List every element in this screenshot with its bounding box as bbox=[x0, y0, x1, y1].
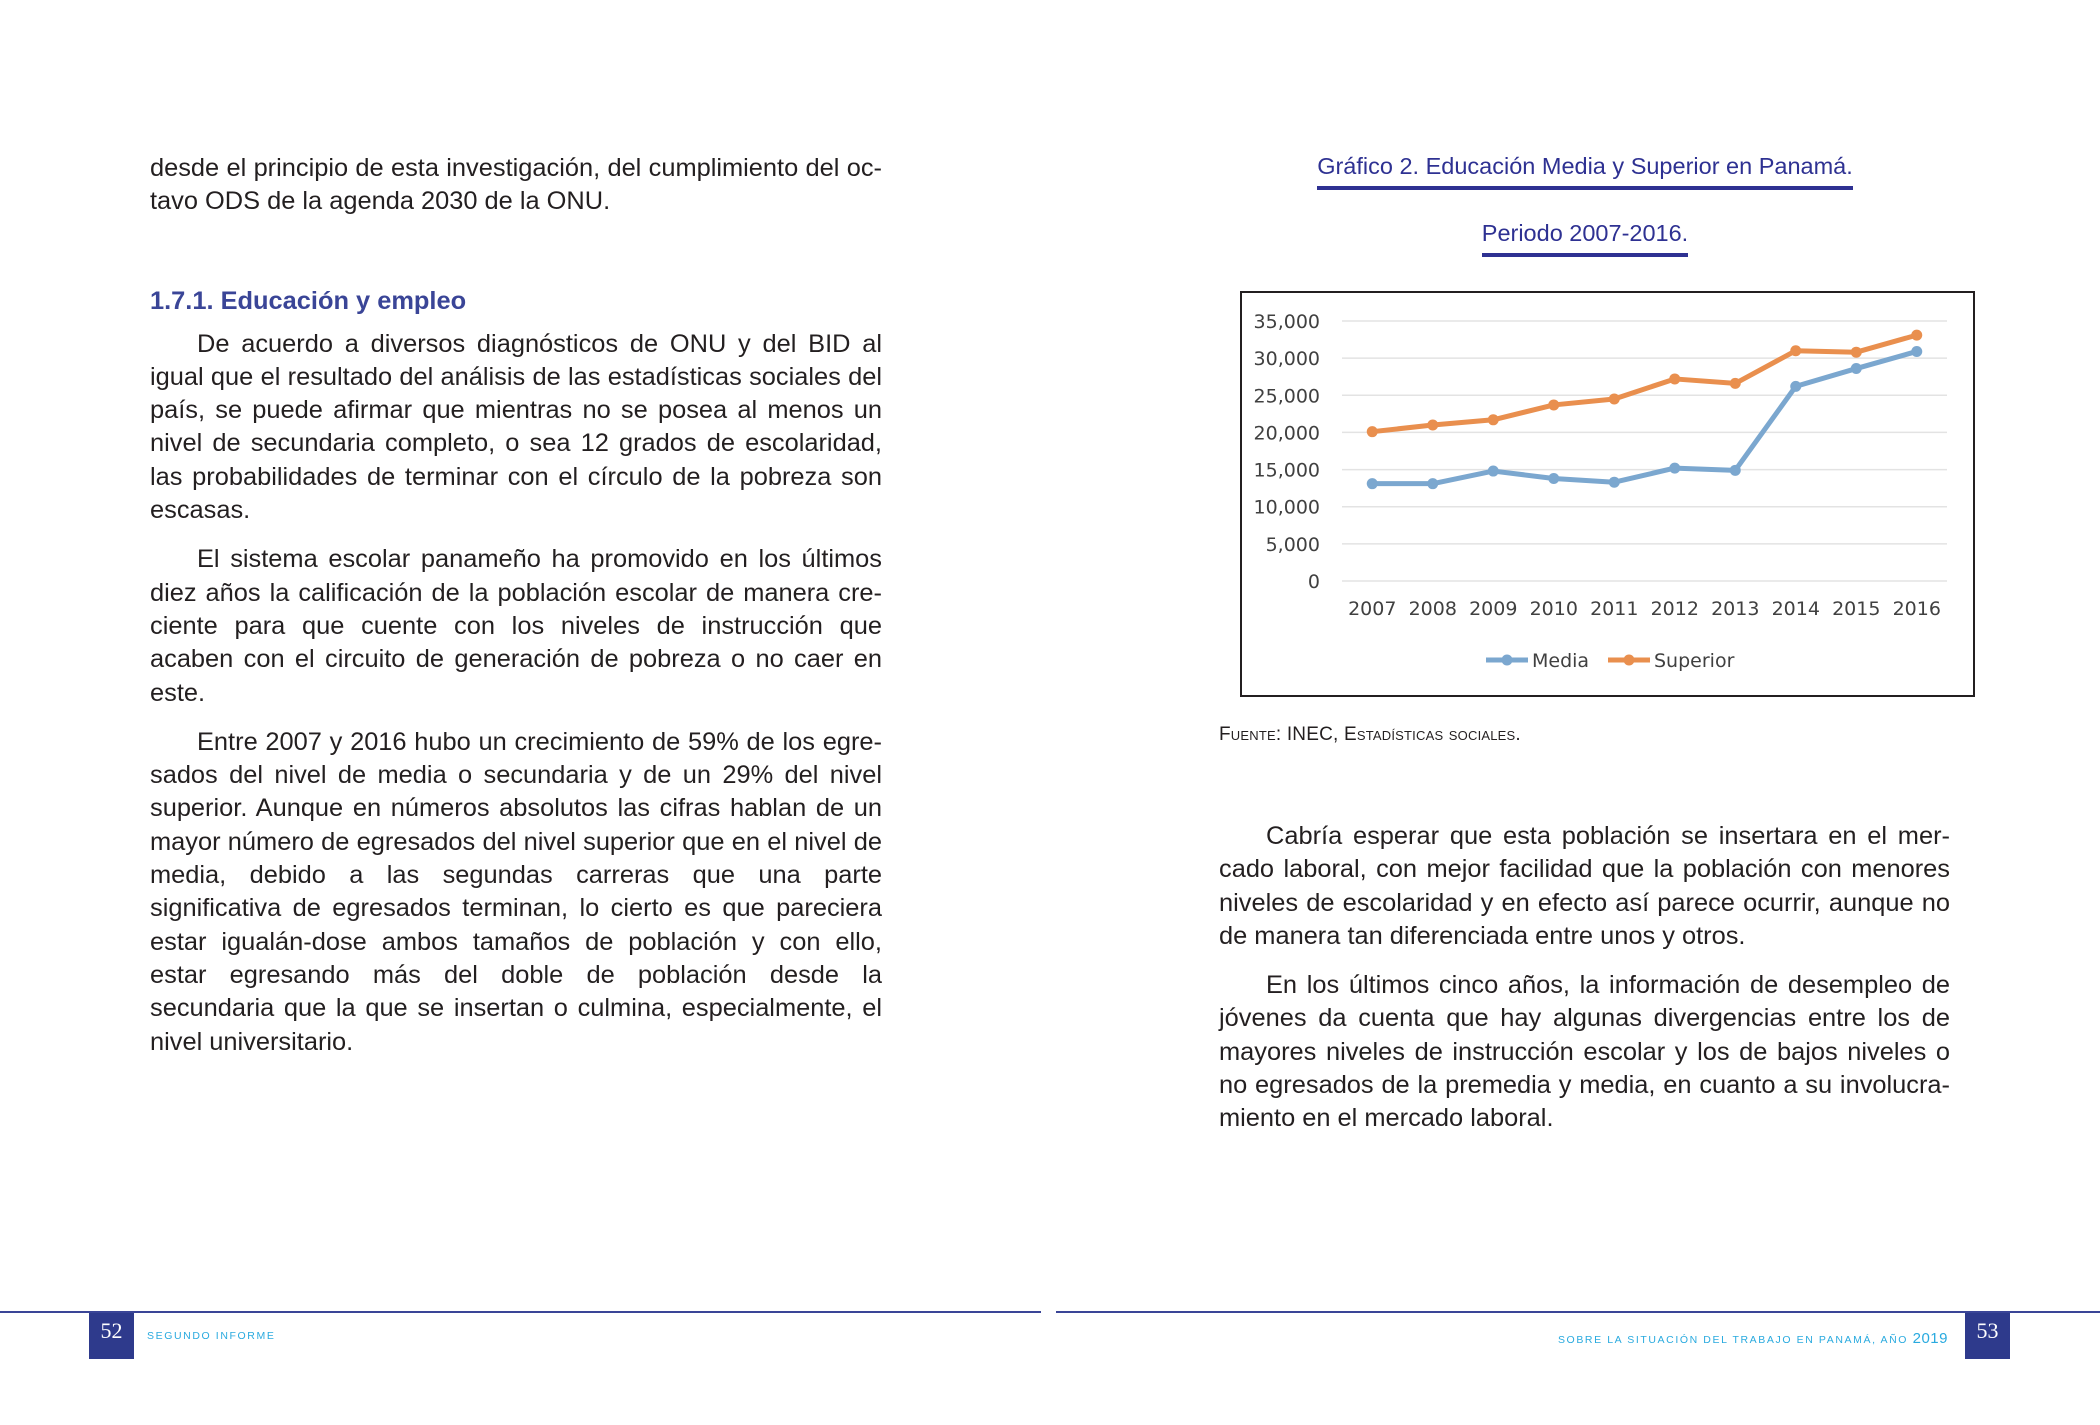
x-tick-label: 2010 bbox=[1529, 598, 1578, 620]
data-point-superior bbox=[1548, 399, 1559, 410]
legend-label: Media bbox=[1532, 650, 1590, 672]
data-point-superior bbox=[1730, 378, 1741, 389]
footer-running-title-right bbox=[1558, 1330, 1948, 1347]
legend-marker bbox=[1624, 655, 1635, 666]
data-point-media bbox=[1790, 381, 1801, 392]
data-point-superior bbox=[1609, 394, 1620, 405]
x-tick-label: 2012 bbox=[1650, 598, 1699, 620]
data-point-media bbox=[1851, 363, 1862, 374]
chart-title-line-2 bbox=[1120, 220, 2050, 257]
x-tick-label: 2013 bbox=[1711, 598, 1760, 620]
data-point-media bbox=[1730, 465, 1741, 476]
data-point-media bbox=[1609, 477, 1620, 488]
series-line-superior bbox=[1372, 335, 1917, 432]
footer-rule-right bbox=[1056, 1311, 2100, 1313]
line-chart bbox=[1240, 291, 1975, 697]
page-number-left: 52 bbox=[89, 1313, 134, 1359]
data-point-media bbox=[1367, 478, 1378, 489]
body-paragraph-1: De acuerdo a diversos diagnósticos de ONU y del BID al igual que el resultado del análisis de las estadísticas sociales del país, se puede afirmar que mientras no se posea al menos un nivel de secundaria completo, o sea 12 grados de escolaridad, las probabilidades de terminar con el círculo de la pobreza son escasas. bbox=[150, 329, 882, 525]
data-point-superior bbox=[1669, 373, 1680, 384]
chart-title-line-1 bbox=[1120, 153, 2050, 190]
footer-title-text: SOBRE LA SITUACIÓN DEL TRABAJO EN PANAMÁ, AÑO bbox=[1557, 1334, 1909, 1346]
x-tick-label: 2007 bbox=[1348, 598, 1397, 620]
data-point-media bbox=[1427, 478, 1438, 489]
footer-running-title-left: SEGUNDO INFORME bbox=[147, 1330, 276, 1342]
chart-svg bbox=[1242, 293, 1973, 695]
right-text-column bbox=[1219, 820, 1950, 1136]
y-tick-label: 20,000 bbox=[1253, 422, 1320, 445]
footer-rule-left bbox=[0, 1311, 1041, 1313]
data-point-media bbox=[1911, 346, 1922, 357]
y-tick-label: 30,000 bbox=[1253, 348, 1320, 371]
intro-paragraph: desde el principio de esta investigación, del cumplimiento del oc-tavo ODS de la agenda 2030 de la ONU. bbox=[150, 154, 882, 216]
x-tick-label: 2009 bbox=[1469, 598, 1518, 620]
y-tick-label: 5,000 bbox=[1265, 533, 1320, 556]
x-tick-label: 2008 bbox=[1408, 598, 1457, 620]
right-paragraph-2: En los últimos cinco años, la información de desempleo de jóvenes da cuenta que hay algunas divergencias entre los de mayores niveles de instrucción escolar y los de bajos niveles o no egresados de la premedia y media, en cuanto a su involucra-miento en el mercado laboral. bbox=[1219, 971, 1950, 1133]
x-tick-label: 2016 bbox=[1892, 598, 1941, 620]
right-paragraph-1: Cabría esperar que esta población se insertara en el mer-cado laboral, con mejor facilidad que la población con menores niveles de escolaridad y en efecto así parece ocurrir, aunque no de manera tan diferenciada entre unos y otros. bbox=[1219, 822, 1950, 950]
left-text-column bbox=[150, 152, 882, 1059]
y-tick-label: 15,000 bbox=[1253, 459, 1320, 482]
legend-label: Superior bbox=[1654, 650, 1735, 672]
y-tick-label: 35,000 bbox=[1253, 311, 1320, 333]
chart-source: Fuente: INEC, Estadísticas sociales. bbox=[1219, 724, 1521, 745]
data-point-superior bbox=[1427, 420, 1438, 431]
series-line-media bbox=[1372, 351, 1917, 483]
x-tick-label: 2014 bbox=[1771, 598, 1820, 620]
y-tick-label: 10,000 bbox=[1253, 496, 1320, 519]
y-tick-label: 25,000 bbox=[1253, 385, 1320, 408]
chart-title-text-1: Gráfico 2. Educación Media y Superior en Panamá. bbox=[1317, 153, 1853, 190]
y-tick-label: 0 bbox=[1307, 571, 1320, 593]
data-point-media bbox=[1548, 473, 1559, 484]
data-point-superior bbox=[1790, 345, 1801, 356]
chart-title-text-2: Periodo 2007-2016. bbox=[1482, 220, 1688, 257]
x-tick-label: 2011 bbox=[1590, 598, 1639, 620]
footer-year: 2019 bbox=[1912, 1330, 1948, 1347]
data-point-superior bbox=[1488, 414, 1499, 425]
body-paragraph-3: Entre 2007 y 2016 hubo un crecimiento de 59% de los egre-sados del nivel de media o secundaria y de un 29% del nivel superior. Aunque en números absolutos las cifras hablan de un mayor número de egresados del nivel superior que en el nivel de media, debido a las segundas carreras que una parte significativa de egresados terminan, lo cierto es que pareciera estar igualán-dose ambos tamaños de población y con ello, estar egresando más del doble de población desde la secundaria que la que se insertan o culmina, especialmente, el nivel universitario. bbox=[150, 727, 882, 1056]
data-point-media bbox=[1488, 466, 1499, 477]
data-point-superior bbox=[1367, 426, 1378, 437]
data-point-media bbox=[1669, 463, 1680, 474]
data-point-superior bbox=[1911, 330, 1922, 341]
section-heading: 1.7.1. Educación y empleo bbox=[150, 286, 467, 315]
right-page bbox=[1050, 0, 2100, 1425]
legend-marker bbox=[1502, 655, 1513, 666]
body-paragraph-2: El sistema escolar panameño ha promovido en los últimos diez años la calificación de la población escolar de manera cre-ciente para que cuente con los niveles de instrucción que acaben con el circuito de generación de pobreza o no caer en este. bbox=[150, 545, 882, 707]
x-tick-label: 2015 bbox=[1832, 598, 1881, 620]
data-point-superior bbox=[1851, 347, 1862, 358]
page-number-right: 53 bbox=[1965, 1313, 2010, 1359]
